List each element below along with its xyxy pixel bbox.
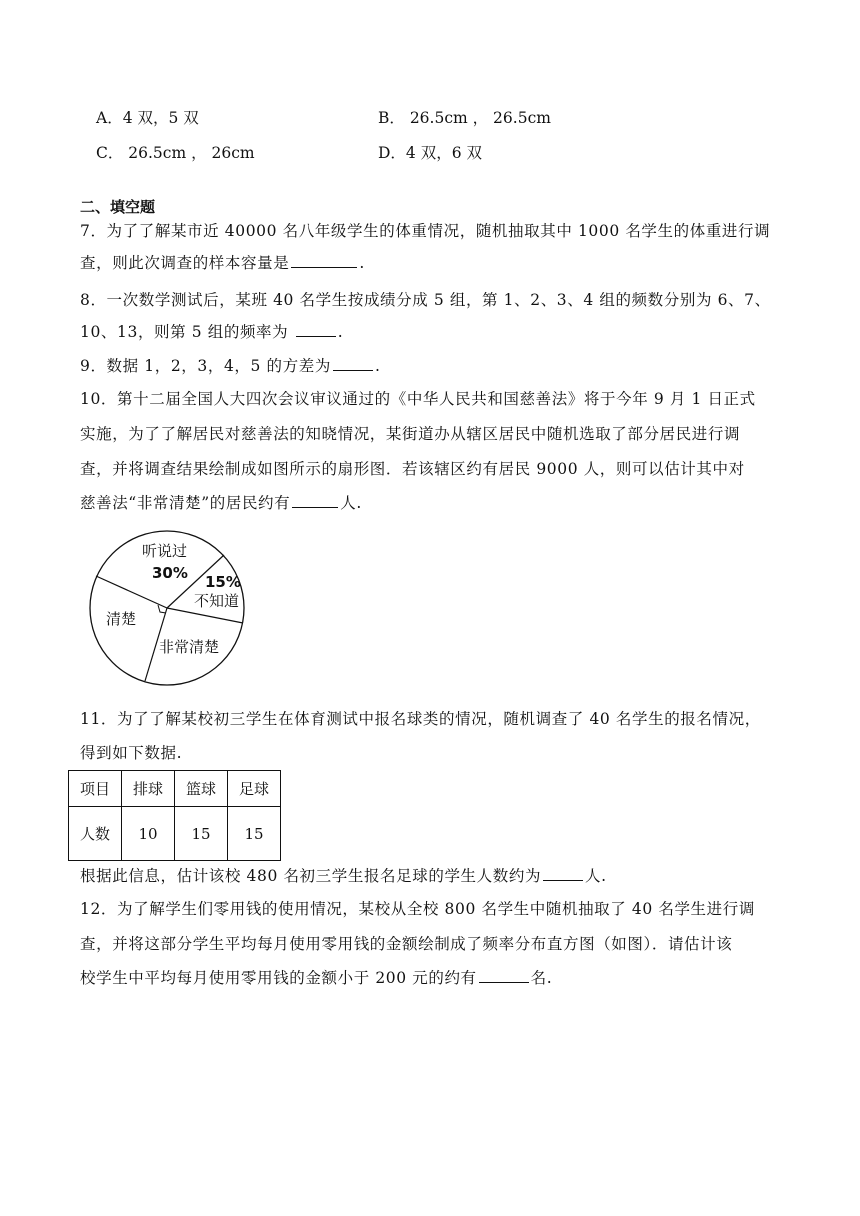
q11-answer-blank	[543, 866, 583, 881]
q11-line2: 得到如下数据.	[80, 744, 183, 762]
q11-line1: 11．为了了解某校初三学生在体育测试中报名球类的情况，随机调查了 40 名学生的报名情况，	[80, 710, 761, 728]
table-header-cell: 篮球	[175, 771, 228, 807]
q7-line2-text: 查，则此次调查的样本容量是	[80, 254, 290, 272]
pie-label-unknown: 不知道	[194, 592, 240, 610]
table-row-data	[69, 807, 281, 861]
q11-line3	[80, 864, 607, 886]
q11-line3-end: 人.	[585, 867, 607, 885]
q8-line2-end: .	[337, 323, 344, 341]
q10-line4-text: 慈善法“非常清楚”的居民约有	[80, 494, 291, 512]
q8-answer-blank	[296, 322, 336, 337]
q12-line1: 12．为了解学生们零用钱的使用情况，某校从全校 800 名学生中随机抽取了 40 名学生进行调	[80, 900, 755, 918]
q12-line3-text: 校学生中平均每月使用零用钱的金额小于 200 元的约有	[80, 969, 477, 987]
pie-pct-unknown: 15%	[205, 573, 241, 591]
sports-table	[68, 770, 281, 861]
q10-answer-blank	[292, 493, 338, 508]
table-row-label: 人数	[69, 807, 122, 861]
table-header-cell: 排球	[122, 771, 175, 807]
q12-line3	[80, 966, 552, 988]
q7-line1: 7．为了了解某市近 40000 名八年级学生的体重情况，随机抽取其中 1000 名学生的体重进行调	[80, 222, 771, 240]
pie-pct-heard: 30%	[152, 564, 188, 582]
pie-figure	[86, 528, 256, 688]
choice-d: D．4 双，6 双	[378, 144, 483, 162]
q9-line1-end: .	[374, 357, 381, 375]
q10-line4	[80, 491, 362, 513]
q12-answer-blank	[479, 968, 529, 983]
q8-line1: 8．一次数学测试后，某班 40 名学生按成绩分成 5 组，第 1、2、3、4 组的频数分别为 6、7、	[80, 291, 771, 309]
q8-line2	[80, 320, 343, 342]
q11-line3-text: 根据此信息，估计该校 480 名初三学生报名足球的学生人数约为	[80, 867, 542, 885]
choice-a: A．4 双，5 双	[96, 109, 199, 127]
q8-line2-text: 10、13，则第 5 组的频率为	[80, 323, 294, 341]
pie-label-heard: 听说过	[142, 542, 188, 560]
q12-line3-end: 名.	[530, 969, 553, 987]
choice-b: B． 26.5cm ， 26.5cm	[378, 109, 551, 127]
q9-line1-text: 9．数据 1，2，3，4，5 的方差为	[80, 357, 331, 375]
q10-line2: 实施，为了了解居民对慈善法的知晓情况，某街道办从辖区居民中随机选取了部分居民进行调	[80, 425, 741, 443]
table-header-cell: 足球	[228, 771, 281, 807]
choice-c: C． 26.5cm ， 26cm	[96, 144, 255, 162]
pie-label-very-clear: 非常清楚	[159, 638, 220, 656]
table-header-cell: 项目	[69, 771, 122, 807]
table-cell: 10	[122, 807, 175, 861]
table-row-header	[69, 771, 281, 807]
q9-line1	[80, 354, 380, 376]
section-title: 二、填空题	[80, 198, 156, 216]
table-cell: 15	[175, 807, 228, 861]
pie-label-clear: 清楚	[106, 610, 137, 628]
q7-line2	[80, 251, 365, 273]
q12-line2: 查，并将这部分学生平均每月使用零用钱的金额绘制成了频率分布直方图（如图）．请估计该	[80, 935, 733, 953]
q10-line1: 10．第十二届全国人大四次会议审议通过的《中华人民共和国慈善法》将于今年 9 月 1 日正式	[80, 390, 756, 408]
q9-answer-blank	[333, 356, 373, 371]
q10-line4-end: 人.	[340, 494, 362, 512]
q7-line2-end: .	[359, 254, 365, 272]
q10-line3: 查，并将调查结果绘制成如图所示的扇形图．若该辖区约有居民 9000 人，则可以估计其中对	[80, 460, 745, 478]
table-cell: 15	[228, 807, 281, 861]
q7-answer-blank	[291, 253, 357, 268]
